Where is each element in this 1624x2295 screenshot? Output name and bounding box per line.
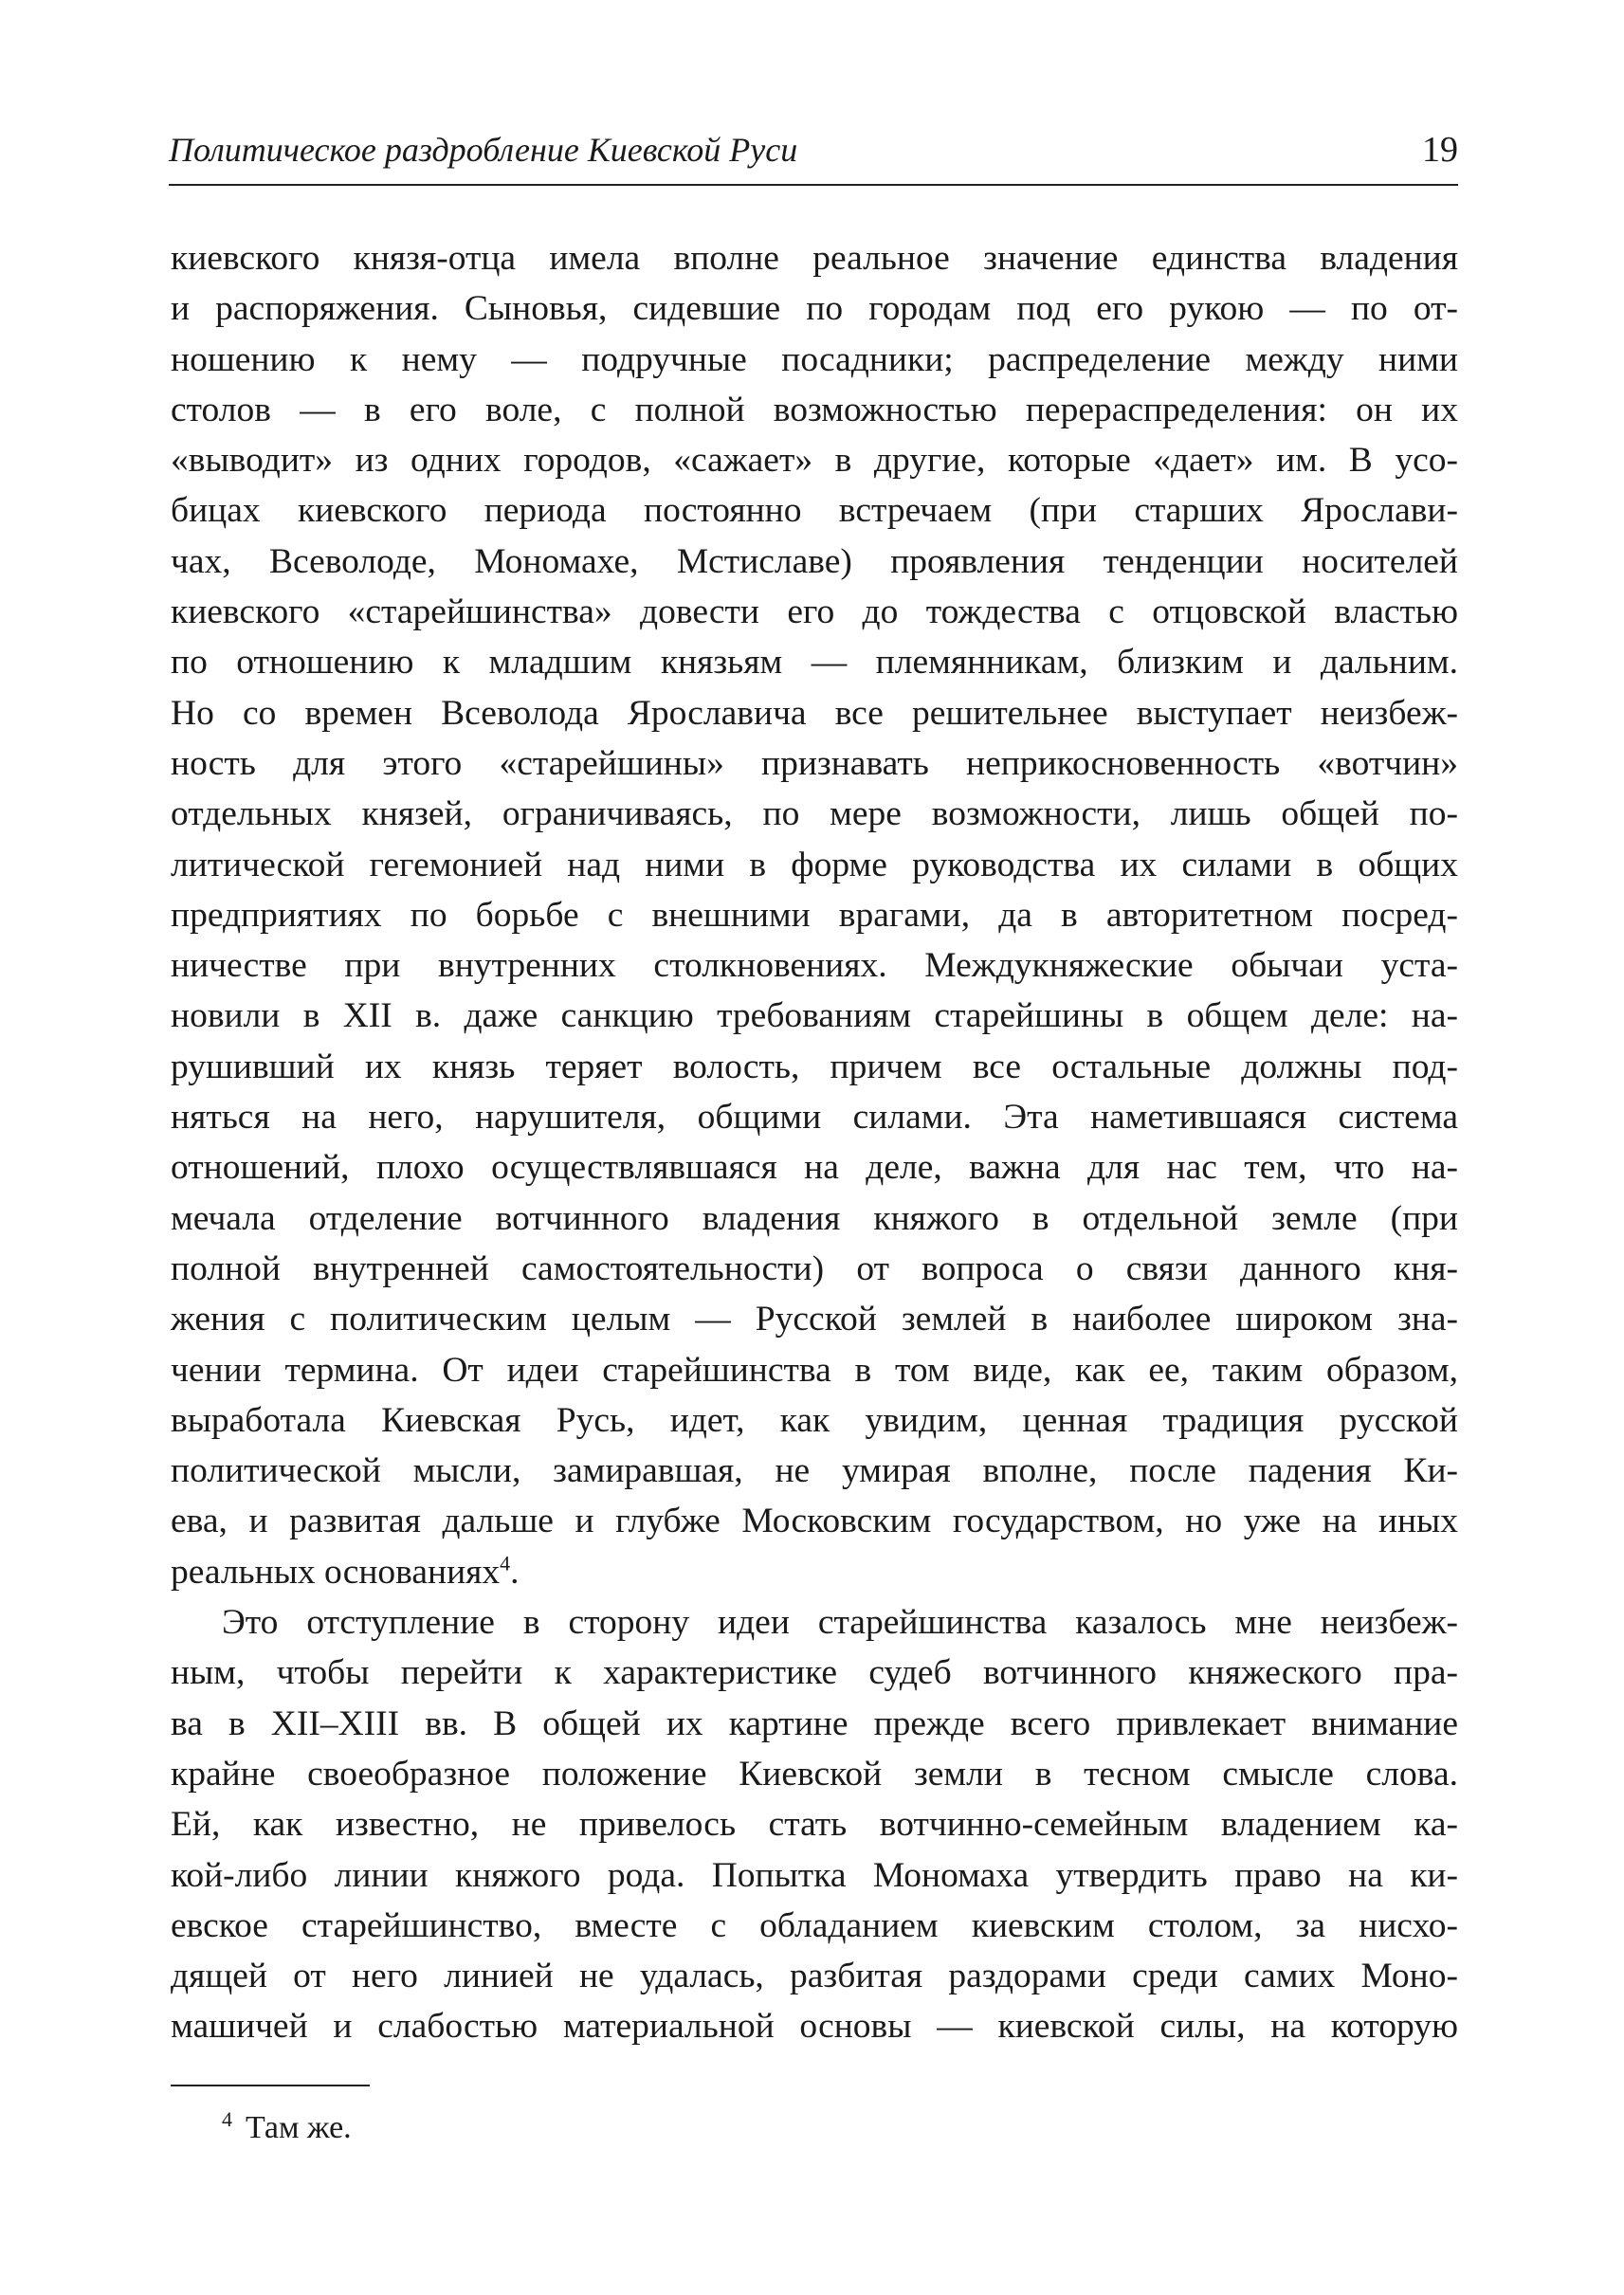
text-line: полной внутренней самостоятельности) от вопроса о связи данного кня-	[171, 1248, 1458, 1288]
text-line: киевского князя-отца имела вполне реальное значение единства владения	[171, 239, 1458, 278]
text-line: бицах киевского периода постоянно встречаем (при старших Ярослави-	[171, 491, 1458, 531]
text-line: новили в XII в. даже санкцию требованиям старейшины в общем деле: на-	[171, 996, 1458, 1036]
text-line: Это отступление в сторону идеи старейшинства казалось мне неизбеж-	[222, 1603, 1458, 1643]
text-line: Ей, как известно, не привелось стать вотчинно-семейным владением ка-	[171, 1805, 1458, 1845]
text-line: чах, Всеволоде, Мономахе, Мстиславе) проявления тенденции носителей	[171, 541, 1458, 581]
text-line: чении термина. От идеи старейшинства в том виде, как ее, таким образом,	[171, 1350, 1458, 1390]
text-fragment: .	[510, 1552, 520, 1592]
text-line: ничестве при внутренних столкновениях. Междукняжеские обычаи уста-	[171, 946, 1458, 986]
footnote-text: Там же.	[246, 2110, 352, 2145]
text-line: отдельных князей, ограничиваясь, по мере возможности, лишь общей по-	[171, 794, 1458, 834]
text-line: ность для этого «старейшины» признавать неприкосновенность «вотчин»	[171, 743, 1458, 783]
text-fragment: реальных основаниях	[171, 1552, 501, 1592]
footnote-rule	[171, 2085, 370, 2086]
text-line: жения с политическим целым — Русской землей в наиболее широком зна-	[171, 1300, 1458, 1339]
text-line: мечала отделение вотчинного владения княжого в отдельной земле (при	[171, 1198, 1458, 1238]
page-number: 19	[1422, 130, 1458, 170]
text-line: политической мысли, замиравшая, не умирая вполне, после падения Ки-	[171, 1451, 1458, 1491]
text-line: ева, и развитая дальше и глубже Московским государством, но уже на иных	[171, 1502, 1458, 1541]
paragraph-1	[171, 233, 1458, 1597]
text-line: и распоряжения. Сыновья, сидевшие по городам под его рукою — по от-	[171, 289, 1458, 329]
text-line: рушивший их князь теряет волость, причем все остальные должны под-	[171, 1047, 1458, 1086]
text-line: выработала Киевская Русь, идет, как увидим, ценная традиция русской	[171, 1400, 1458, 1440]
text-line: ношению к нему — подручные посадники; распределение между ними	[171, 339, 1458, 379]
text-line: кой-либо линии княжого рода. Попытка Мономаха утвердить право на ки-	[171, 1855, 1458, 1895]
text-line: няться на него, нарушителя, общими силами. Эта наметившаяся система	[171, 1098, 1458, 1138]
text-line: ным, чтобы перейти к характеристике судеб вотчинного княжеского пра-	[171, 1653, 1458, 1693]
text-line: дящей от него линией не удалась, разбитая раздорами среди самих Моно-	[171, 1957, 1458, 1996]
text-line: «выводит» из одних городов, «сажает» в другие, которые «дает» им. В усо-	[171, 441, 1458, 481]
text-line: евское старейшинство, вместе с обладанием киевским столом, за нисхо-	[171, 1905, 1458, 1945]
running-title: Политическое раздробление Киевской Руси	[169, 131, 798, 169]
text-line: крайне своеобразное положение Киевской земли в тесном смысле слова.	[171, 1754, 1458, 1794]
paragraph-2	[171, 1597, 1458, 2052]
text-line: киевского «старейшинства» довести его до тождества с отцовской властью	[171, 592, 1458, 632]
text-line: литической гегемонией над ними в форме руководства их силами в общих	[171, 845, 1458, 884]
text-line: машичей и слабостью материальной основы — киевской силы, на которую	[171, 2007, 1458, 2047]
text-line: отношений, плохо осуществлявшаяся на деле, важна для нас тем, что на-	[171, 1148, 1458, 1188]
footnote-reference[interactable]: 4	[500, 1551, 511, 1576]
text-line: по отношению к младшим князьям — племянникам, близким и дальним.	[171, 643, 1458, 683]
text-line: столов — в его воле, с полной возможностью перераспределения: он их	[171, 390, 1458, 429]
body-text	[171, 233, 1458, 2052]
footnote-mark: 4	[222, 2106, 232, 2131]
text-line: ва в XII–XIII вв. В общей их картине прежде всего привлекает внимание	[171, 1703, 1458, 1743]
footnote	[222, 2106, 352, 2150]
text-line: предприятиях по борьбе с внешними врагами, да в авторитетном посред-	[171, 895, 1458, 935]
text-line: Но со времен Всеволода Ярославича все решительнее выступает неизбеж-	[171, 693, 1458, 733]
running-head	[169, 125, 1458, 186]
text-line-last	[171, 1547, 1458, 1597]
